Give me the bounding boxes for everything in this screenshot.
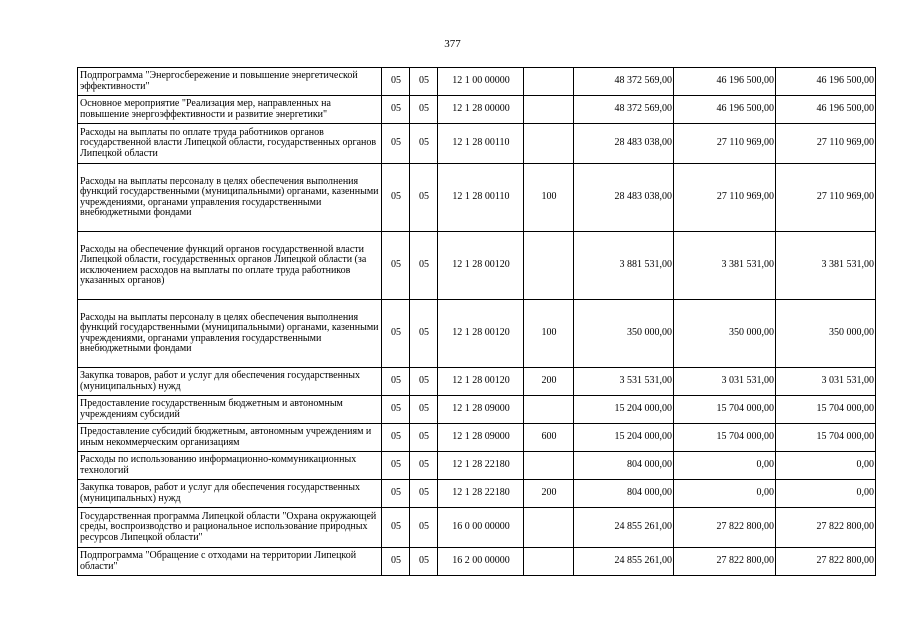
row-amount-year1: 28 483 038,00 bbox=[574, 124, 674, 164]
row-section: 05 bbox=[382, 96, 410, 124]
row-description: Предоставление государственным бюджетным и автономным учреждениям субсидий bbox=[78, 396, 382, 424]
row-description: Закупка товаров, работ и услуг для обеспечения государственных (муниципальных) нужд bbox=[78, 368, 382, 396]
row-amount-year3: 46 196 500,00 bbox=[776, 96, 876, 124]
row-expense-type bbox=[524, 124, 574, 164]
table-row bbox=[78, 124, 876, 164]
row-description: Основное мероприятие "Реализация мер, направленных на повышение энергоэффективности и развитие энергетики" bbox=[78, 96, 382, 124]
row-description: Расходы на обеспечение функций органов государственной власти Липецкой области, государственных органов Липецкой области (за исключением расходов на выплаты по оплате труда работников указанных органов) bbox=[78, 232, 382, 300]
row-amount-year3: 3 381 531,00 bbox=[776, 232, 876, 300]
row-subsection: 05 bbox=[410, 232, 438, 300]
row-target-code: 12 1 28 09000 bbox=[438, 396, 524, 424]
row-description: Закупка товаров, работ и услуг для обеспечения государственных (муниципальных) нужд bbox=[78, 480, 382, 508]
table-row bbox=[78, 300, 876, 368]
table-row bbox=[78, 232, 876, 300]
row-target-code: 12 1 28 00120 bbox=[438, 232, 524, 300]
row-subsection: 05 bbox=[410, 96, 438, 124]
row-section: 05 bbox=[382, 68, 410, 96]
row-amount-year3: 0,00 bbox=[776, 480, 876, 508]
row-expense-type bbox=[524, 452, 574, 480]
row-subsection: 05 bbox=[410, 480, 438, 508]
row-subsection: 05 bbox=[410, 300, 438, 368]
row-amount-year2: 15 704 000,00 bbox=[674, 424, 776, 452]
row-expense-type: 100 bbox=[524, 164, 574, 232]
row-amount-year3: 27 110 969,00 bbox=[776, 124, 876, 164]
row-expense-type bbox=[524, 508, 574, 548]
table-row bbox=[78, 396, 876, 424]
row-amount-year3: 0,00 bbox=[776, 452, 876, 480]
table-row bbox=[78, 96, 876, 124]
row-target-code: 12 1 28 22180 bbox=[438, 480, 524, 508]
row-target-code: 12 1 28 09000 bbox=[438, 424, 524, 452]
row-amount-year3: 15 704 000,00 bbox=[776, 396, 876, 424]
row-section: 05 bbox=[382, 452, 410, 480]
row-description: Государственная программа Липецкой области "Охрана окружающей среды, воспроизводство и рациональное использование природных ресурсов Липецкой области" bbox=[78, 508, 382, 548]
row-amount-year2: 27 822 800,00 bbox=[674, 548, 776, 576]
row-amount-year2: 46 196 500,00 bbox=[674, 96, 776, 124]
row-section: 05 bbox=[382, 480, 410, 508]
row-target-code: 12 1 28 00000 bbox=[438, 96, 524, 124]
row-amount-year1: 24 855 261,00 bbox=[574, 548, 674, 576]
row-expense-type: 200 bbox=[524, 368, 574, 396]
budget-table bbox=[77, 67, 876, 576]
row-amount-year2: 27 110 969,00 bbox=[674, 164, 776, 232]
row-amount-year2: 27 822 800,00 bbox=[674, 508, 776, 548]
row-subsection: 05 bbox=[410, 368, 438, 396]
row-target-code: 12 1 28 00120 bbox=[438, 368, 524, 396]
row-amount-year1: 15 204 000,00 bbox=[574, 396, 674, 424]
row-amount-year3: 27 822 800,00 bbox=[776, 548, 876, 576]
row-target-code: 12 1 28 22180 bbox=[438, 452, 524, 480]
row-amount-year3: 15 704 000,00 bbox=[776, 424, 876, 452]
row-section: 05 bbox=[382, 548, 410, 576]
row-section: 05 bbox=[382, 232, 410, 300]
row-section: 05 bbox=[382, 124, 410, 164]
row-amount-year2: 27 110 969,00 bbox=[674, 124, 776, 164]
row-section: 05 bbox=[382, 368, 410, 396]
row-description: Предоставление субсидий бюджетным, автономным учреждениям и иным некоммерческим организациям bbox=[78, 424, 382, 452]
row-expense-type: 200 bbox=[524, 480, 574, 508]
row-amount-year1: 15 204 000,00 bbox=[574, 424, 674, 452]
row-section: 05 bbox=[382, 424, 410, 452]
row-amount-year1: 3 881 531,00 bbox=[574, 232, 674, 300]
row-amount-year1: 804 000,00 bbox=[574, 452, 674, 480]
row-amount-year2: 3 381 531,00 bbox=[674, 232, 776, 300]
table-row bbox=[78, 548, 876, 576]
row-target-code: 16 0 00 00000 bbox=[438, 508, 524, 548]
row-section: 05 bbox=[382, 508, 410, 548]
row-target-code: 12 1 28 00120 bbox=[438, 300, 524, 368]
row-description: Подпрограмма "Обращение с отходами на территории Липецкой области" bbox=[78, 548, 382, 576]
row-subsection: 05 bbox=[410, 68, 438, 96]
row-amount-year3: 27 110 969,00 bbox=[776, 164, 876, 232]
row-amount-year1: 48 372 569,00 bbox=[574, 68, 674, 96]
row-section: 05 bbox=[382, 396, 410, 424]
row-amount-year3: 46 196 500,00 bbox=[776, 68, 876, 96]
row-section: 05 bbox=[382, 164, 410, 232]
row-subsection: 05 bbox=[410, 548, 438, 576]
row-amount-year1: 24 855 261,00 bbox=[574, 508, 674, 548]
table-row bbox=[78, 480, 876, 508]
row-amount-year2: 350 000,00 bbox=[674, 300, 776, 368]
row-target-code: 12 1 28 00110 bbox=[438, 124, 524, 164]
row-subsection: 05 bbox=[410, 424, 438, 452]
table-row bbox=[78, 164, 876, 232]
row-subsection: 05 bbox=[410, 124, 438, 164]
row-target-code: 12 1 28 00110 bbox=[438, 164, 524, 232]
row-amount-year1: 804 000,00 bbox=[574, 480, 674, 508]
table-row bbox=[78, 424, 876, 452]
row-description: Расходы на выплаты по оплате труда работников органов государственной власти Липецкой области, государственных органов Липецкой области bbox=[78, 124, 382, 164]
row-amount-year1: 350 000,00 bbox=[574, 300, 674, 368]
row-subsection: 05 bbox=[410, 164, 438, 232]
row-expense-type: 100 bbox=[524, 300, 574, 368]
row-amount-year3: 3 031 531,00 bbox=[776, 368, 876, 396]
row-expense-type bbox=[524, 96, 574, 124]
table-row bbox=[78, 68, 876, 96]
row-expense-type: 600 bbox=[524, 424, 574, 452]
row-section: 05 bbox=[382, 300, 410, 368]
row-description: Расходы на выплаты персоналу в целях обеспечения выполнения функций государственными (муниципальными) органами, казенными учреждениями, органами управления государственными внебюджетными фондами bbox=[78, 164, 382, 232]
row-amount-year2: 0,00 bbox=[674, 452, 776, 480]
row-amount-year1: 28 483 038,00 bbox=[574, 164, 674, 232]
table-row bbox=[78, 452, 876, 480]
row-target-code: 12 1 00 00000 bbox=[438, 68, 524, 96]
row-amount-year3: 27 822 800,00 bbox=[776, 508, 876, 548]
row-expense-type bbox=[524, 232, 574, 300]
row-amount-year2: 15 704 000,00 bbox=[674, 396, 776, 424]
row-amount-year1: 3 531 531,00 bbox=[574, 368, 674, 396]
page-number: 377 bbox=[444, 38, 461, 50]
table-row bbox=[78, 368, 876, 396]
row-expense-type bbox=[524, 548, 574, 576]
row-subsection: 05 bbox=[410, 452, 438, 480]
row-amount-year1: 48 372 569,00 bbox=[574, 96, 674, 124]
row-amount-year2: 3 031 531,00 bbox=[674, 368, 776, 396]
row-amount-year3: 350 000,00 bbox=[776, 300, 876, 368]
row-description: Расходы по использованию информационно-коммуникационных технологий bbox=[78, 452, 382, 480]
row-amount-year2: 0,00 bbox=[674, 480, 776, 508]
row-expense-type bbox=[524, 396, 574, 424]
row-amount-year2: 46 196 500,00 bbox=[674, 68, 776, 96]
row-target-code: 16 2 00 00000 bbox=[438, 548, 524, 576]
row-subsection: 05 bbox=[410, 508, 438, 548]
table-row bbox=[78, 508, 876, 548]
row-description: Расходы на выплаты персоналу в целях обеспечения выполнения функций государственными (муниципальными) органами, казенными учреждениями, органами управления государственными внебюджетными фондами bbox=[78, 300, 382, 368]
row-description: Подпрограмма "Энергосбережение и повышение энергетической эффективности" bbox=[78, 68, 382, 96]
row-subsection: 05 bbox=[410, 396, 438, 424]
row-expense-type bbox=[524, 68, 574, 96]
